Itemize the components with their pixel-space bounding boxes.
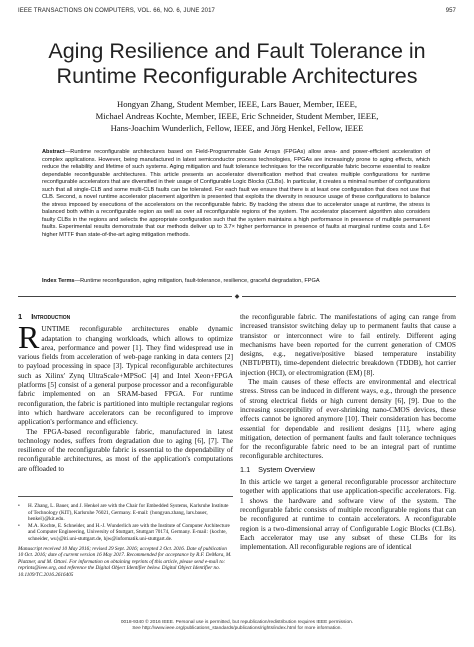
footnotes xyxy=(18,496,233,579)
author-line-2: Michael Andreas Kochte, Member, IEEE, Eric Schneider, Student Member, IEEE, xyxy=(95,111,379,122)
subsection-title: System Overview xyxy=(258,464,315,474)
right-paragraph-3: In this article we target a general reconfigurable processor architecture together with applications that use application-specific accelerators. Fig. 1 shows the hardware and software view of the system. The reconfigurable fabric consists of multiple reconfigurable regions that can be reconfigured at runtime to contain accelerators. A reconfigurable region is a two-dimensional array of Configurable Logic Blocks (CLBs). Each accelerator may use any subset of these CLBs for its implementation. All reconfigurable regions are of identical xyxy=(240,477,456,552)
right-column xyxy=(240,312,456,551)
author-line-3: Hans-Joachim Wunderlich, Fellow, IEEE, and Jörg Henkel, Fellow, IEEE xyxy=(110,123,364,134)
copyright-line-1: 0018-9340 © 2016 IEEE. Personal use is permitted, but republication/redistribution requires IEEE permission. xyxy=(120,620,354,625)
subsection-heading xyxy=(240,465,456,474)
title-line-1: Aging Resilience and Fault Tolerance in xyxy=(48,39,426,63)
bullet-icon: • xyxy=(18,503,20,509)
right-paragraph-2: The main causes of these effects are environmental and electrical stress. Stress can be induced in different ways, e.g., through the presence of strong electrical fields or high current density [6], [9]. Due to the increasing susceptibility of ever-shrinking nano-CMOS devices, these effects cannot be ignored anymore [10]. Their consideration has become essential for dependable and resilient designs [11], where aging mitigation, detection of permanent faults and fault tolerance techniques for the reconfigurable fabric need to be an integral part of runtime reconfigurable architectures. xyxy=(240,377,456,461)
author-line-1: Hongyan Zhang, Student Member, IEEE, Lars Bauer, Member, IEEE, xyxy=(117,99,357,109)
affiliation-footnote-2: • M.A. Kochte, E. Schneider, and H.-J. Wunderlich are with the Institute of Computer Architecture and Computer Engineering, University of Stuttgart, Stuttgart 70174, Germany. E-mail: {kochte, schneider, wu}@iti.uni-stuttgart.de, hjw@informatik.uni-stuttgart.de. xyxy=(18,522,230,542)
section-divider xyxy=(18,293,456,299)
index-terms xyxy=(42,278,430,286)
subsection-number: 1.1 xyxy=(240,464,251,474)
index-terms-label: Index Terms xyxy=(42,278,75,284)
affiliation-footnote-1: • H. Zhang, L. Bauer, and J. Henkel are with the Chair for Embedded Systems, Karlsruhe Institute of Technology (KIT), Karlsruhe 76021, Germany. E-mail: {hongyan.zhang, lars.bauer, henkel}@kit.edu. xyxy=(18,503,229,523)
intro-paragraph-1-text: UNTIME reconfigurable architectures enable dynamic adaptation to changing workloads, which allows to optimize area, performance and power [1]. They find widespread use in various fields from acceleration of web-page ranking in data centers [2] to payload processing in space [3]. Typical reconfigurable architectures such as Xilinx' Zynq UltraScale+MPSoC [4] and Intel Xeon+FPGA platforms [5] consist of a general purpose processor and a reconfigurable fabric implemented on an SRAM-based FPGA. For runtime reconfiguration, the fabric is partitioned into multiple rectangular regions into which hardware accelerators can be reconfigured to improve application's performance and efficiency. xyxy=(18,324,233,427)
intro-paragraph-1 xyxy=(18,319,233,427)
manuscript-info: Manuscript received 10 May 2016; revised 29 Sept. 2016; accepted 2 Oct. 2016. Date of publication 10 Oct. 2016; date of current version 16 May 2017. Recommended for acceptance by R.F. DeMara, M. Platzner, and M. Ottavi. For information on obtaining reprints of this article, please send e-mail to: reprints@ieee.org, and reference the Digital Object Identifier below. Digital Object Identifier no. 10.1109/TC.2016.2616405 xyxy=(18,545,232,578)
abstract-label: Abstract xyxy=(42,149,65,155)
paper-title xyxy=(18,39,456,89)
title-line-2: Runtime Reconfigurable Architectures xyxy=(56,64,418,88)
section-number: 1 xyxy=(18,312,23,321)
author-list xyxy=(18,98,456,135)
section-heading xyxy=(18,312,233,321)
left-column xyxy=(18,312,233,473)
running-head xyxy=(18,8,456,18)
index-terms-text: —Runtime reconfiguration, aging mitigation, fault-tolerance, resilience, graceful degradation, FPGA xyxy=(74,278,320,284)
copyright-line-2: See http://www.ieee.org/publications_standards/publications/rights/index.html for more information. xyxy=(132,626,342,631)
diamond-icon: ◆ xyxy=(234,292,240,300)
section-title: Introduction xyxy=(31,312,71,321)
abstract xyxy=(42,149,430,239)
page-number: 957 xyxy=(445,8,456,14)
intro-paragraph-2: The FPGA-based reconfigurable fabric, manufactured in latest technology nodes, suffers from degradation due to aging [6], [7]. The resilience of the reconfigurable fabric is essential to the dependability of reconfigurable architectures, as most of the application's computations are offloaded to xyxy=(18,426,233,473)
copyright-footer xyxy=(18,620,456,632)
bullet-icon: • xyxy=(18,522,20,529)
journal-info: IEEE TRANSACTIONS ON COMPUTERS, VOL. 66, NO. 6, JUNE 2017 xyxy=(18,8,215,14)
drop-cap: R xyxy=(18,319,40,356)
right-paragraph-1: the reconfigurable fabric. The manifestations of aging can range from increased transistor switching delay up to permanent faults that cause a transistor or interconnect wire to fail entirely. Different aging mechanisms have been reported for the current generation of CMOS designs, e.g., negative/positive biased temperature instability (NBTI/PBTI), time-dependent dielectric breakdown (TDDB), hot carrier injection (HCI), or electromigration (EM) [8]. xyxy=(240,312,456,377)
abstract-text: —Runtime reconfigurable architectures based on Field-Programmable Gate Arrays (FPGAs) allow area- and power-efficient acceleration of complex applications. However, being manufactured in latest semiconductor process technologies, FPGAs are increasingly prone to aging effects, which reduce the reliability and lifetime of such systems. Aging mitigation and fault tolerance techniques for the reconfigurable fabric become essential to realize dependable reconfigurable architectures. This article presents an accelerator diversification method that creates multiple configurations for runtime reconfigurable accelerators that are diversified in their usage of Configurable Logic Blocks (CLBs). In particular, it creates a minimal number of configurations such that all single-CLB and some multi-CLB faults can be tolerated. For each fault we ensure that there is at least one configuration that does not use that CLB. Second, a novel runtime accelerator placement algorithm is presented that exploits the diversity in resource usage of these configurations to balance the stress imposed by executions of the accelerators on the reconfigurable fabric. By tracking the stress due to accelerator usage at runtime, the stress is balanced both within a reconfigurable region as well as over all reconfigurable regions of the system. The accelerator placement algorithm also considers faulty CLBs in the regions and selects the appropriate configuration such that the system maintains a high performance in presence of multiple permanent faults. Experimental results demonstrate that our methods deliver up to 3.7× higher performance in presence of faults at marginal runtime costs and 1.6× higher MTTF than state-of-the-art aging mitigation methods. xyxy=(42,149,430,238)
